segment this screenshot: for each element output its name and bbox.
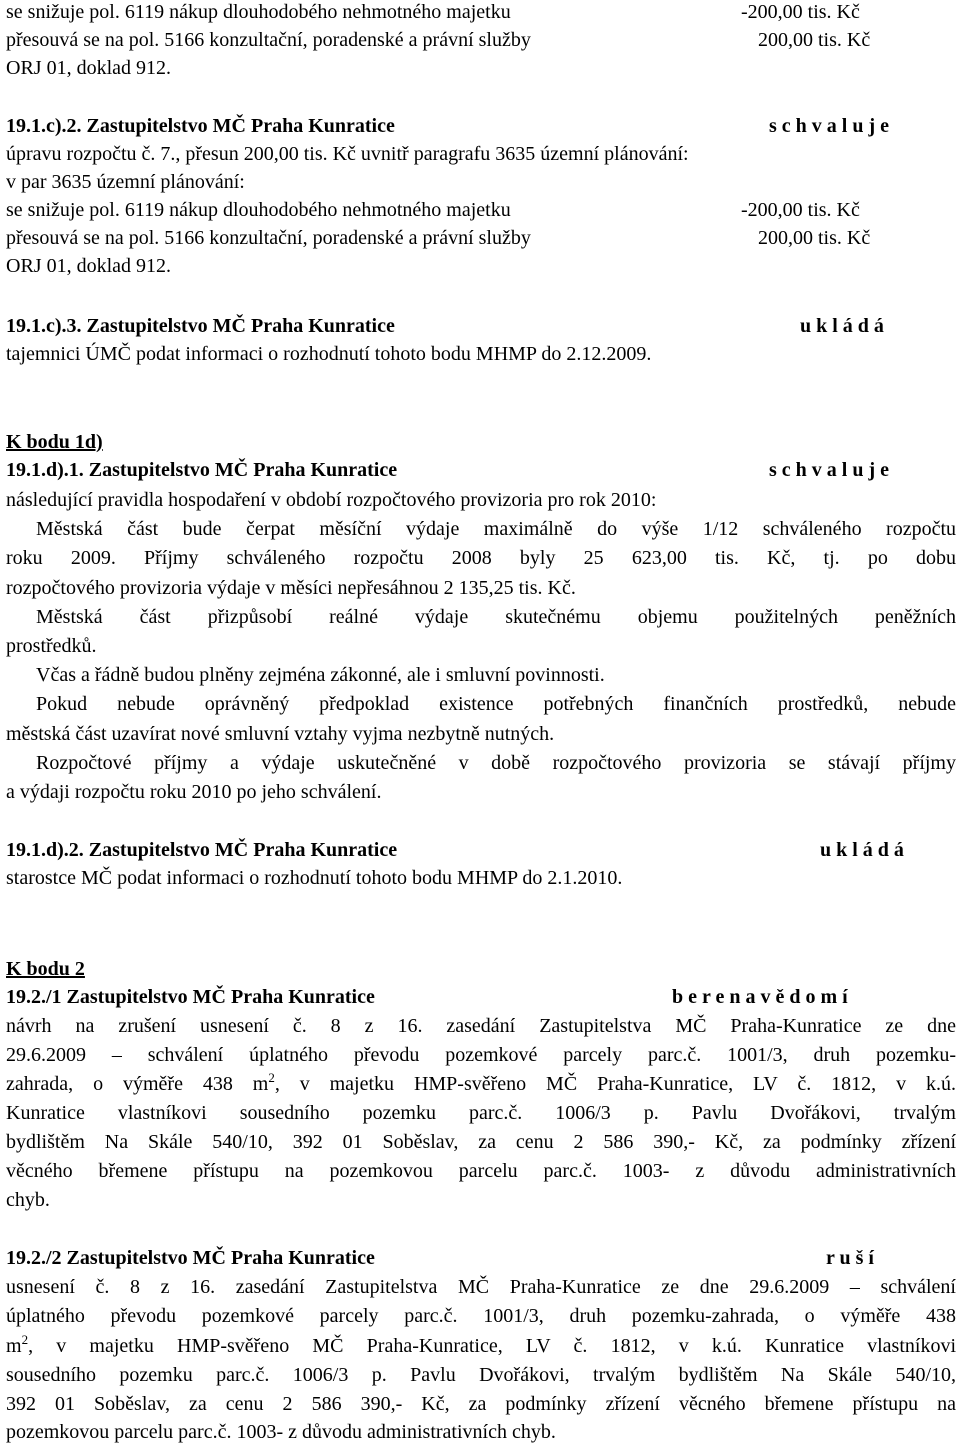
area-text: zahrada, o výměře 438 m xyxy=(6,1073,269,1095)
paragraph-line: 29.6.2009 – schválení úplatného převodu pozemkové parcely parc.č. 1001/3, druh pozemku- xyxy=(6,1044,956,1066)
paragraph-text: , v majetku HMP-svěřeno MČ Praha-Kunratice, LV č. 1812, v k.ú. xyxy=(274,1073,956,1095)
superscript: 2 xyxy=(21,1332,29,1347)
resolution-heading: 19.1.c).3. Zastupitelstvo MČ Praha Kunratice xyxy=(6,315,395,337)
resolution-heading: 19.1.d).1. Zastupitelstvo MČ Praha Kunratice xyxy=(6,459,398,481)
resolution-heading: 19.1.d).2. Zastupitelstvo MČ Praha Kunratice xyxy=(6,839,398,861)
top-line-2: přesouvá se na pol. 5166 konzultační, poradenské a právní služby xyxy=(6,29,531,51)
paragraph-line: chyb. xyxy=(6,1189,50,1211)
resolution-verdict: u k l á d á xyxy=(820,839,904,861)
paragraph-line: návrh na zrušení usnesení č. 8 z 16. zasedání Zastupitelstva MČ Praha-Kunratice ze dne xyxy=(6,1015,956,1037)
paragraph-line xyxy=(6,1072,956,1096)
resolution-verdict: s c h v a l u j e xyxy=(769,115,889,137)
section-title: K bodu 1d) xyxy=(6,431,103,453)
paragraph-line: Rozpočtové příjmy a výdaje uskutečněné v době rozpočtového provizoria se stávají příjmy xyxy=(36,752,956,774)
paragraph-line: pozemkovou parcelu parc.č. 1003- z důvodu administrativních chyb. xyxy=(6,1421,556,1443)
resolution-heading: 19.2./2 Zastupitelstvo MČ Praha Kunratice xyxy=(6,1247,375,1269)
top-amount-1: -200,00 tis. Kč xyxy=(741,1,860,23)
resolution-verdict: b e r e n a v ě d o m í xyxy=(672,986,848,1008)
paragraph-line: Kunratice vlastníkovi sousedního pozemku parc.č. 1006/3 p. Pavlu Dvořákovi, trvalým xyxy=(6,1102,956,1124)
section-title: K bodu 2 xyxy=(6,958,85,980)
paragraph-line: Městská část přizpůsobí reálné výdaje skutečnému objemu použitelných peněžních xyxy=(36,606,956,628)
superscript: 2 xyxy=(268,1070,275,1085)
paragraph-line: usnesení č. 8 z 16. zasedání Zastupitelstva MČ Praha-Kunratice ze dne 29.6.2009 – schválení xyxy=(6,1276,956,1298)
paragraph-line: Včas a řádně budou plněny zejména zákonné, ale i smluvní povinnosti. xyxy=(36,664,605,686)
resolution-heading: 19.2./1 Zastupitelstvo MČ Praha Kunratice xyxy=(6,986,375,1008)
paragraph-line: Městská část bude čerpat měsíční výdaje maximálně do výše 1/12 schváleného rozpočtu xyxy=(36,518,956,540)
paragraph-line: a výdaji rozpočtu roku 2010 po jeho schválení. xyxy=(6,781,382,803)
paragraph-line: Pokud nebude oprávněný předpoklad existence potřebných finančních prostředků, nebude xyxy=(36,693,956,715)
paragraph-line: následující pravidla hospodaření v období rozpočtového provizoria pro rok 2010: xyxy=(6,489,657,511)
paragraph-line: 392 01 Soběslav, za cenu 2 586 390,- Kč, za podmínky zřízení věcného břemene přístupu na xyxy=(6,1393,956,1415)
resolution-verdict: s c h v a l u j e xyxy=(769,459,889,481)
paragraph-line: přesouvá se na pol. 5166 konzultační, poradenské a právní služby xyxy=(6,227,531,249)
paragraph-line: prostředků. xyxy=(6,635,97,657)
paragraph-line: ORJ 01, doklad 912. xyxy=(6,255,171,277)
resolution-heading: 19.1.c).2. Zastupitelstvo MČ Praha Kunratice xyxy=(6,115,395,137)
paragraph-text: , v majetku HMP-svěřeno MČ Praha-Kunratice, LV č. 1812, v k.ú. Kunratice vlastníkovi xyxy=(28,1335,956,1357)
top-line-1: se snižuje pol. 6119 nákup dlouhodobého nehmotného majetku xyxy=(6,1,511,23)
resolution-verdict: r u š í xyxy=(826,1247,874,1269)
area-text: m xyxy=(6,1335,22,1357)
paragraph-line: městská část uzavírat nové smluvní vztahy vyjma nezbytně nutných. xyxy=(6,723,555,745)
amount-value: -200,00 tis. Kč xyxy=(741,199,860,221)
paragraph-line: se snižuje pol. 6119 nákup dlouhodobého nehmotného majetku xyxy=(6,199,511,221)
top-line-3: ORJ 01, doklad 912. xyxy=(6,57,171,79)
paragraph-line xyxy=(6,1334,956,1358)
resolution-verdict: u k l á d á xyxy=(800,315,884,337)
paragraph-line: roku 2009. Příjmy schváleného rozpočtu 2008 byly 25 623,00 tis. Kč, tj. po dobu xyxy=(6,547,956,569)
paragraph-line: tajemnici ÚMČ podat informaci o rozhodnutí tohoto bodu MHMP do 2.12.2009. xyxy=(6,343,652,365)
paragraph-line: sousedního pozemku parc.č. 1006/3 p. Pavlu Dvořákovi, trvalým bydlištěm Na Skále 540/10, xyxy=(6,1364,956,1386)
paragraph-line: v par 3635 územní plánování: xyxy=(6,171,245,193)
paragraph-line: úplatného převodu pozemkové parcely parc.č. 1001/3, druh pozemku-zahrada, o výměře 438 xyxy=(6,1305,956,1327)
paragraph-line: bydlištěm Na Skále 540/10, 392 01 Soběslav, za cenu 2 586 390,- Kč, za podmínky zřízení xyxy=(6,1131,956,1153)
paragraph-line: starostce MČ podat informaci o rozhodnutí tohoto bodu MHMP do 2.1.2010. xyxy=(6,867,623,889)
amount-value: 200,00 tis. Kč xyxy=(758,227,871,249)
top-amount-2: 200,00 tis. Kč xyxy=(758,29,871,51)
paragraph-line: věcného břemene přístupu na pozemkovou parcelu parc.č. 1003- z důvodu administrativních xyxy=(6,1160,956,1182)
paragraph-line: rozpočtového provizoria výdaje v měsíci nepřesáhnou 2 135,25 tis. Kč. xyxy=(6,577,576,599)
paragraph-line: úpravu rozpočtu č. 7., přesun 200,00 tis. Kč uvnitř paragrafu 3635 územní plánování: xyxy=(6,143,689,165)
